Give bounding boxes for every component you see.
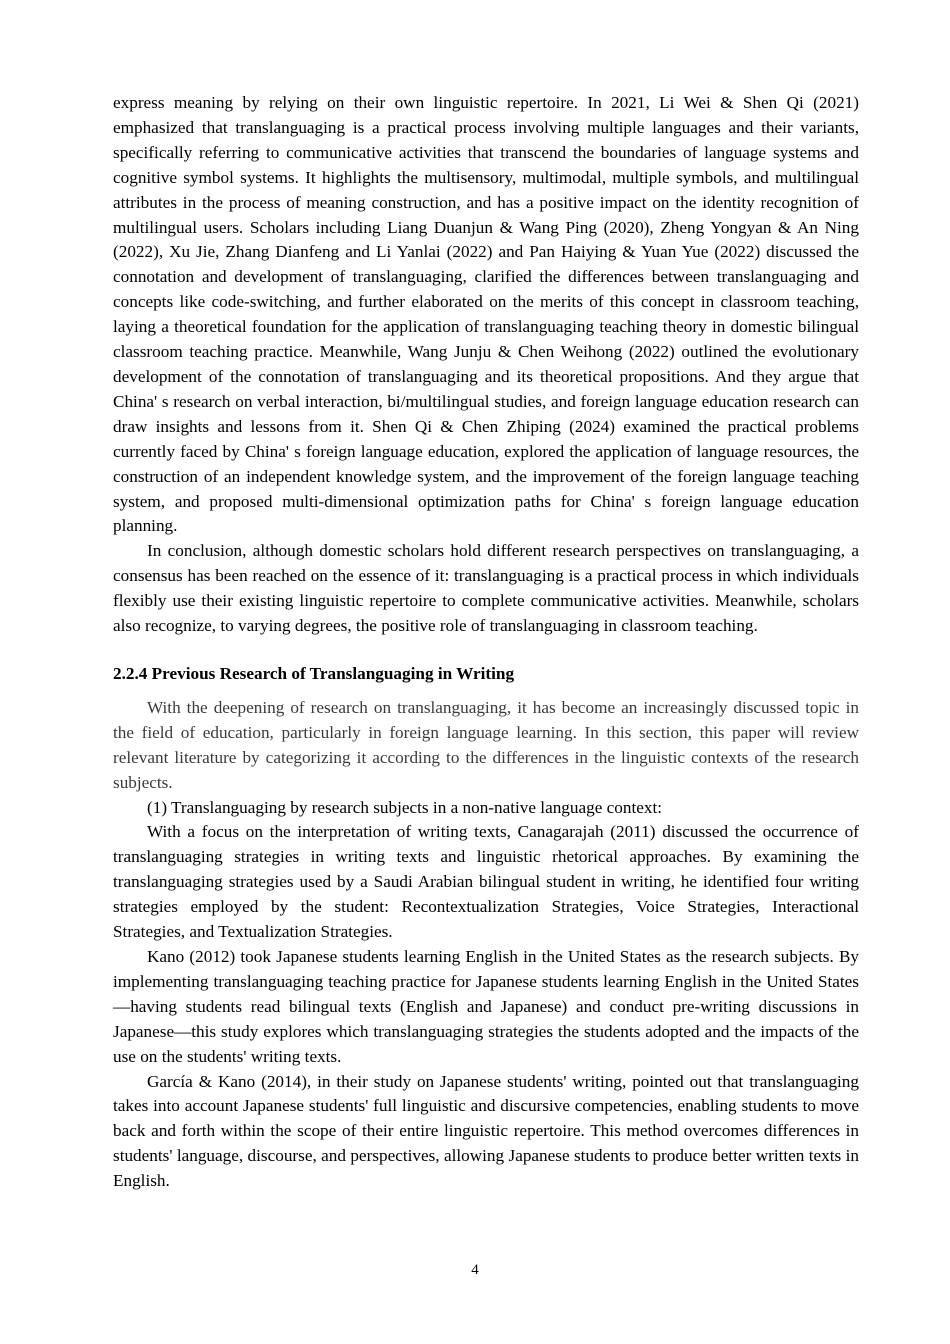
body-paragraph: With a focus on the interpretation of writing texts, Canagarajah (2011) discussed the occurrence of translanguaging strategies in writing texts and linguistic rhetorical approaches. By examining the translanguaging strategies used by a Saudi Arabian bilingual student in writing, he identified four writing strategies employed by the student: Recontextualization Strategies, Voice Strategies, Interactional Strategies, and Textualization Strategies. — [113, 822, 859, 942]
conclusion-paragraph: In conclusion, although domestic scholars hold different research perspectives on translanguaging, a consensus has been reached on the essence of it: translanguaging is a practical process in which individuals flexibly use their existing linguistic repertoire to complete communicative activities. Meanwhile, scholars also recognize, to varying degrees, the positive role of translanguaging in classroom teaching. — [113, 541, 859, 636]
list-item: (1) Translanguaging by research subjects in a non-native language context: — [147, 797, 663, 817]
section-heading: 2.2.4 Previous Research of Translanguaging in Writing — [113, 663, 515, 683]
section-intro-paragraph: With the deepening of research on translanguaging, it has become an increasingly discussed topic in the field of education, particularly in foreign language learning. In this section, this paper will review relevant literature by categorizing it according to the differences in the linguistic contexts of the research subjects. — [113, 697, 859, 792]
body-paragraph: Kano (2012) took Japanese students learning English in the United States as the research subjects. By implementing translanguaging teaching practice for Japanese students learning English in the United States—having students read bilingual texts (English and Japanese) and conduct pre-writing discussions in Japanese—this study explores which translanguaging strategies the students adopted and the impacts of the use on the students' writing texts. — [113, 947, 859, 1066]
body-paragraph: express meaning by relying on their own linguistic repertoire. In 2021, Li Wei & Shen Qi (2021) emphasized that translanguaging is a practical process involving multiple languages and their variants, specifically referring to communicative activities that transcend the boundaries of language systems and cognitive symbol systems. It highlights the multisensory, multimodal, multiple symbols, and multilingual attributes in the process of meaning construction, and has a positive impact on the identity recognition of multilingual users. Scholars including Liang Duanjun & Wang Ping (2020), Zheng Yongyan & An Ning (2022), Xu Jie, Zhang Dianfeng and Li Yanlai (2022) and Pan Haiying & Yuan Yue (2022) discussed the connotation and development of translanguaging, clarified the differences between translanguaging and concepts like code-switching, and further elaborated on the merits of this concept in classroom teaching, laying a theoretical foundation for the application of translanguaging teaching theory in domestic bilingual classroom teaching practice. Meanwhile, Wang Junju & Chen Weihong (2022) outlined the evolutionary development of the connotation of translanguaging and its theoretical propositions. And they argue that China' s research on verbal interaction, bi/multilingual studies, and foreign language education research can draw insights and lessons from it. Shen Qi & Chen Zhiping (2024) examined the practical problems currently faced by China' s foreign language education, explored the application of language resources, the construction of an independent knowledge system, and the improvement of the foreign language teaching system, and proposed multi-dimensional optimization paths for China' s foreign language education planning. — [113, 93, 859, 536]
body-paragraph: García & Kano (2014), in their study on Japanese students' writing, pointed out that translanguaging takes into account Japanese students' full linguistic and discursive competencies, enabling students to move back and forth within the scope of their entire linguistic repertoire. This method overcomes differences in students' language, discourse, and perspectives, allowing Japanese students to produce better written texts in English. — [113, 1071, 859, 1191]
document-page — [113, 91, 859, 1194]
page-number: 4 — [471, 1262, 479, 1278]
